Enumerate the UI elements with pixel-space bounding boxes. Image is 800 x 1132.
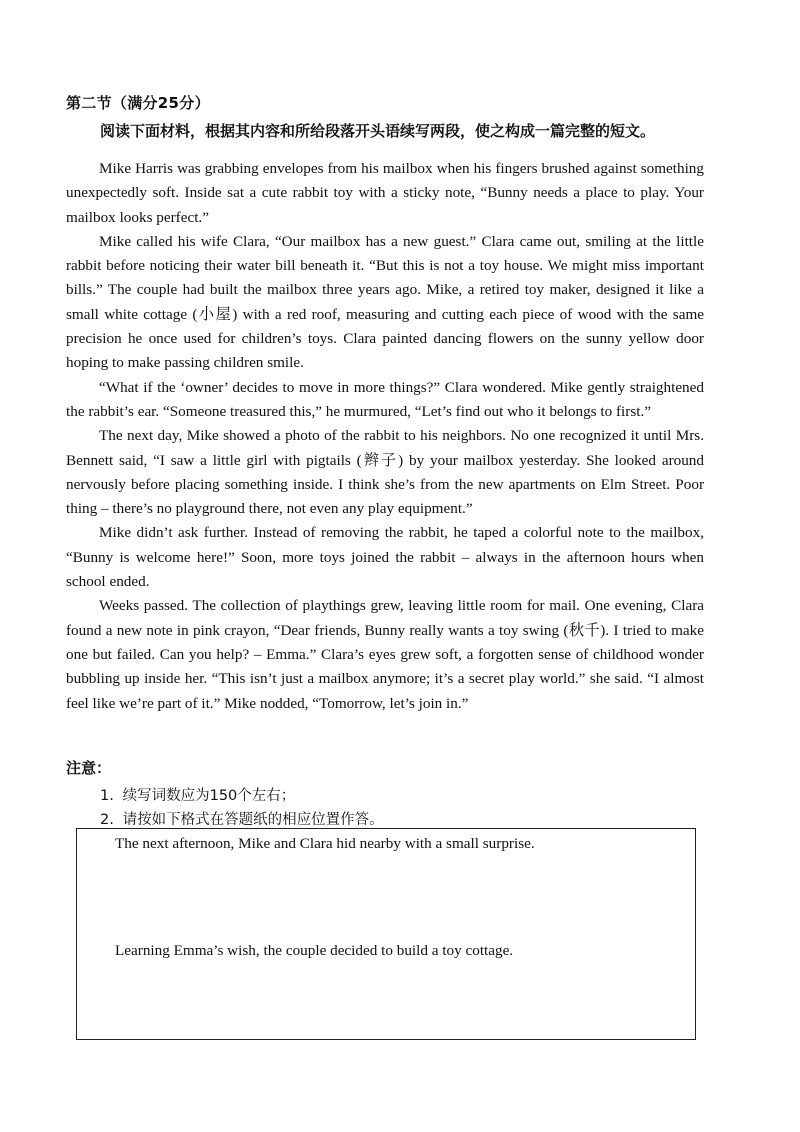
note-item-word-count bbox=[100, 784, 295, 805]
note-number: 2. bbox=[100, 812, 114, 828]
passage-paragraph-1: Mike Harris was grabbing envelopes from his mailbox when his fingers brushed against something unexpectedly soft. Inside sat a cute rabbit toy with a sticky note, “Bunny needs a place to play. Your mailbox looks perfect.” bbox=[66, 160, 704, 226]
notes-heading: 注意： bbox=[66, 759, 112, 777]
note-item-format bbox=[100, 808, 384, 829]
passage-paragraph-6: Weeks passed. The collection of playthings grew, leaving little room for mail. One evening, Clara found a new note in pink crayon, “Dear friends, Bunny really wants a toy swing (秋千). I tried to make one but failed. Can you help? – Emma.” Clara’s eyes grew soft, a forgotten sense of childhood wonder bubbling up inside her. “This isn’t just a mailbox anymore; it’s a secret play world.” she said. “I almost feel like we’re part of it.” Mike nodded, “Tomorrow, let’s join in.” bbox=[66, 597, 704, 712]
answer-box[interactable] bbox=[76, 828, 696, 1040]
passage-paragraph-5: Mike didn’t ask further. Instead of removing the rabbit, he taped a colorful note to the mailbox, “Bunny is welcome here!” Soon, more toys joined the rabbit – always in the afternoon hours when school ended. bbox=[66, 524, 704, 591]
paragraph-starter-2: Learning Emma’s wish, the couple decided to build a toy cottage. bbox=[115, 942, 514, 959]
passage-paragraph-3: “What if the ‘owner’ decides to move in more things?” Clara wondered. Mike gently straightened the rabbit’s ear. “Someone treasured this,” he murmured, “Let’s find out who it belongs to first.” bbox=[66, 378, 704, 420]
reading-passage bbox=[66, 157, 704, 716]
paragraph-starter-1: The next afternoon, Mike and Clara hid nearby with a small surprise. bbox=[115, 835, 535, 852]
passage-paragraph-2: Mike called his wife Clara, “Our mailbox has a new guest.” Clara came out, smiling at the little rabbit before noticing their water bill beneath it. “But this is not a toy house. We might miss important bills.” The couple had built the mailbox three years ago. Mike, a retired toy maker, designed it like a small white cottage (小屋) with a red roof, measuring and cutting each piece of wood with the same precision he once used for children’s toys. Clara painted dancing flowers on the sunny yellow door hoping to make passing children smile. bbox=[66, 232, 704, 372]
note-text: 续写词数应为150个左右； bbox=[122, 788, 296, 804]
section-title: 第二节（满分25分） bbox=[66, 94, 210, 112]
task-instruction: 阅读下面材料，根据其内容和所给段落开头语续写两段，使之构成一篇完整的短文。 bbox=[100, 122, 656, 140]
note-text: 请按如下格式在答题纸的相应位置作答。 bbox=[122, 812, 384, 828]
note-number: 1. bbox=[100, 788, 114, 804]
passage-paragraph-4: The next day, Mike showed a photo of the rabbit to his neighbors. No one recognized it until Mrs. Bennett said, “I saw a little girl with pigtails (辫子) by your mailbox yesterday. She looked around nervously before placing something inside. I think she’s from the new apartments on Elm Street. Poor thing – there’s no playground there, not even any play equipment.” bbox=[66, 427, 704, 518]
